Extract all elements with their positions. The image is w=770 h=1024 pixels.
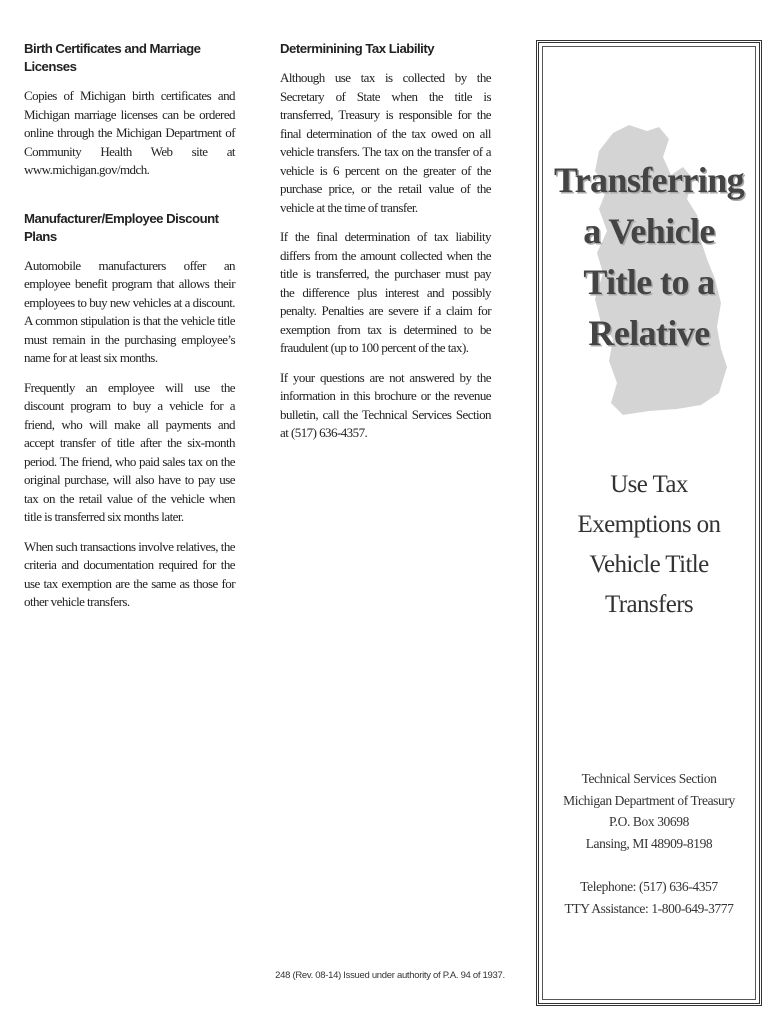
- cover-subtitle-line: Transfers: [604, 591, 694, 618]
- mailing-address: [539, 768, 759, 854]
- birth-certificates-paragraph: Copies of Michigan birth certificates and Michigan marriage licenses can be ordered online through the Michigan Department of Community Health Web site at www.michigan.gov/mdch.: [24, 88, 235, 177]
- cover-subtitle-line: Exemptions on: [577, 511, 721, 538]
- tax-liability-paragraph-2: If the final determination of tax liability differs from the amount collected when the title is transferred, the purchaser must pay the difference plus interest and possibly penalty. Penalties are severe if a claim for exemption from tax is determined to be fraudulent (up to 100 percent of the tax).: [280, 229, 491, 355]
- left-column: [24, 40, 235, 623]
- tax-liability-paragraph-3: If your questions are not answered by the information in this brochure or the revenue bulletin, call the Technical Services Section at (517) 636-4357.: [280, 369, 491, 440]
- address-line: Michigan Department of Treasury: [563, 792, 735, 808]
- cover-subtitle-line: Use Tax: [610, 471, 688, 498]
- cover-title-line: Title to a: [583, 262, 715, 302]
- cover-title-line: Transferring: [553, 160, 745, 200]
- middle-column: [280, 40, 491, 454]
- cover-subtitle-line: Vehicle Title: [589, 551, 709, 578]
- discount-paragraph-2: Frequently an employee will use the discount program to buy a vehicle for a friend, who will make all payments and accept transfer of title after the six-month period. The friend, who paid sales tax on the original purchase, will also have to pay use tax on the retail value of the vehicle when title is transferred six months later.: [24, 379, 235, 524]
- birth-certificates-heading: Birth Certificates and Marriage Licenses: [24, 41, 201, 74]
- cover-subtitle: [539, 465, 759, 625]
- telephone-line: Telephone: (517) 636-4357: [580, 879, 718, 894]
- discount-paragraph-1: Automobile manufacturers offer an employee benefit program that allows their employees to buy new vehicles at a discount. A common stipulation is that the vehicle title must remain in the purchasing employee’s name for at least six months.: [24, 257, 235, 365]
- address-line: Technical Services Section: [581, 771, 717, 786]
- discount-paragraph-3: When such transactions involve relatives, the criteria and documentation required for the use tax exemption are the same as those for other vehicle transfers.: [24, 538, 235, 609]
- tax-liability-heading: Determinining Tax Liability: [280, 41, 435, 56]
- cover-title: [539, 155, 759, 359]
- discount-plans-heading: Manufacturer/Employee Discount Plans: [24, 210, 219, 244]
- address-line: Lansing, MI 48909-8198: [585, 835, 713, 851]
- form-footer: 248 (Rev. 08-14) Issued under authority of P.A. 94 of 1937.: [275, 970, 505, 981]
- address-line: P.O. Box 30698: [609, 814, 689, 829]
- cover-panel: [536, 40, 762, 1006]
- tax-liability-paragraph-1: Although use tax is collected by the Secretary of State when the title is transferred, Treasury is responsible for the final determination of the tax owed on all vehicle transfers. The tax on the transfer of a vehicle is 6 percent on the greater of the purchase price, or the retail value of the vehicle at the time of transfer.: [280, 70, 491, 215]
- cover-title-line: a Vehicle: [583, 211, 715, 251]
- tty-line: TTY Assistance: 1-800-649-3777: [564, 900, 734, 916]
- contact-info: [539, 876, 759, 919]
- cover-title-line: Relative: [588, 313, 710, 353]
